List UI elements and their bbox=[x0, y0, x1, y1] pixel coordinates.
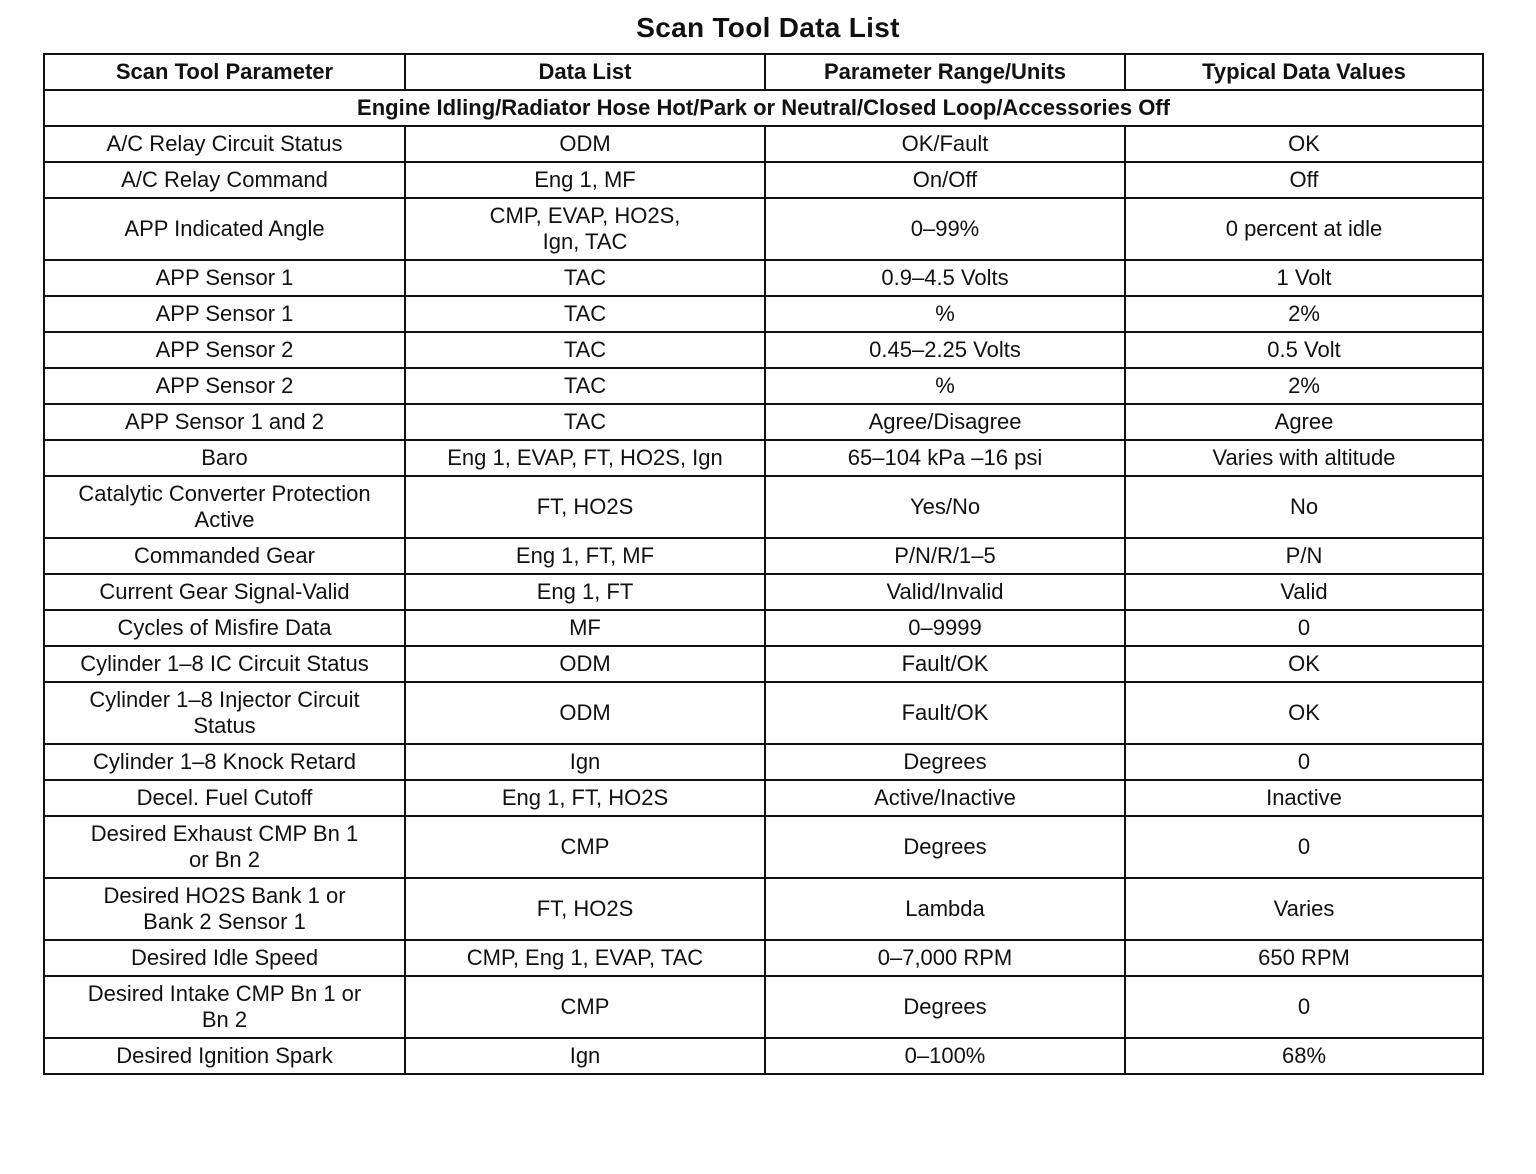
condition-row bbox=[44, 90, 1483, 126]
table-row bbox=[44, 296, 1483, 332]
cell-range-units: 0–7,000 RPM bbox=[765, 940, 1125, 976]
cell-typical-value: 0.5 Volt bbox=[1125, 332, 1483, 368]
cell-data-list: TAC bbox=[405, 332, 765, 368]
cell-data-list: Eng 1, EVAP, FT, HO2S, Ign bbox=[405, 440, 765, 476]
column-header-typical-values: Typical Data Values bbox=[1125, 54, 1483, 90]
cell-data-list: MF bbox=[405, 610, 765, 646]
cell-data-list: FT, HO2S bbox=[405, 878, 765, 940]
cell-range-units: Yes/No bbox=[765, 476, 1125, 538]
table-row bbox=[44, 1038, 1483, 1074]
cell-data-list: FT, HO2S bbox=[405, 476, 765, 538]
cell-data-list: TAC bbox=[405, 296, 765, 332]
cell-parameter: APP Sensor 1 bbox=[44, 296, 405, 332]
cell-range-units: Valid/Invalid bbox=[765, 574, 1125, 610]
cell-range-units: Fault/OK bbox=[765, 646, 1125, 682]
cell-parameter: Baro bbox=[44, 440, 405, 476]
cell-range-units: % bbox=[765, 368, 1125, 404]
cell-typical-value: 650 RPM bbox=[1125, 940, 1483, 976]
cell-range-units: Degrees bbox=[765, 744, 1125, 780]
cell-data-list: CMP, Eng 1, EVAP, TAC bbox=[405, 940, 765, 976]
table-row bbox=[44, 126, 1483, 162]
cell-range-units: 0.45–2.25 Volts bbox=[765, 332, 1125, 368]
cell-range-units: Degrees bbox=[765, 976, 1125, 1038]
table-row bbox=[44, 368, 1483, 404]
table-row bbox=[44, 332, 1483, 368]
cell-range-units: Agree/Disagree bbox=[765, 404, 1125, 440]
cell-typical-value: Off bbox=[1125, 162, 1483, 198]
cell-parameter: Desired Ignition Spark bbox=[44, 1038, 405, 1074]
cell-typical-value: 0 bbox=[1125, 610, 1483, 646]
cell-typical-value: OK bbox=[1125, 126, 1483, 162]
cell-range-units: 0–9999 bbox=[765, 610, 1125, 646]
cell-typical-value: 0 bbox=[1125, 816, 1483, 878]
cell-parameter: APP Indicated Angle bbox=[44, 198, 405, 260]
cell-data-list: CMP, EVAP, HO2S, Ign, TAC bbox=[405, 198, 765, 260]
column-header-range-units: Parameter Range/Units bbox=[765, 54, 1125, 90]
table-row bbox=[44, 476, 1483, 538]
cell-typical-value: 0 bbox=[1125, 976, 1483, 1038]
cell-range-units: OK/Fault bbox=[765, 126, 1125, 162]
cell-parameter: APP Sensor 1 and 2 bbox=[44, 404, 405, 440]
cell-data-list: Ign bbox=[405, 1038, 765, 1074]
table-row bbox=[44, 816, 1483, 878]
cell-data-list: Eng 1, FT bbox=[405, 574, 765, 610]
cell-range-units: 0–99% bbox=[765, 198, 1125, 260]
cell-range-units: 0–100% bbox=[765, 1038, 1125, 1074]
cell-parameter: APP Sensor 2 bbox=[44, 368, 405, 404]
cell-range-units: % bbox=[765, 296, 1125, 332]
cell-parameter: A/C Relay Command bbox=[44, 162, 405, 198]
cell-data-list: Eng 1, MF bbox=[405, 162, 765, 198]
cell-parameter: Current Gear Signal-Valid bbox=[44, 574, 405, 610]
cell-parameter: Desired HO2S Bank 1 or Bank 2 Sensor 1 bbox=[44, 878, 405, 940]
cell-typical-value: Varies with altitude bbox=[1125, 440, 1483, 476]
header-row bbox=[44, 54, 1483, 90]
cell-data-list: CMP bbox=[405, 816, 765, 878]
cell-typical-value: 0 bbox=[1125, 744, 1483, 780]
cell-data-list: TAC bbox=[405, 260, 765, 296]
table-row bbox=[44, 574, 1483, 610]
cell-parameter: Decel. Fuel Cutoff bbox=[44, 780, 405, 816]
cell-parameter: APP Sensor 2 bbox=[44, 332, 405, 368]
cell-parameter: Desired Idle Speed bbox=[44, 940, 405, 976]
scan-tool-data-table bbox=[43, 53, 1484, 1075]
condition-text: Engine Idling/Radiator Hose Hot/Park or Neutral/Closed Loop/Accessories Off bbox=[44, 90, 1483, 126]
cell-parameter: Desired Intake CMP Bn 1 or Bn 2 bbox=[44, 976, 405, 1038]
cell-typical-value: No bbox=[1125, 476, 1483, 538]
cell-data-list: ODM bbox=[405, 646, 765, 682]
table-row bbox=[44, 538, 1483, 574]
cell-parameter: Catalytic Converter Protection Active bbox=[44, 476, 405, 538]
cell-range-units: Active/Inactive bbox=[765, 780, 1125, 816]
table-row bbox=[44, 744, 1483, 780]
cell-parameter: Cylinder 1–8 IC Circuit Status bbox=[44, 646, 405, 682]
cell-typical-value: 68% bbox=[1125, 1038, 1483, 1074]
cell-typical-value: 2% bbox=[1125, 368, 1483, 404]
table-row bbox=[44, 162, 1483, 198]
table-row bbox=[44, 440, 1483, 476]
cell-data-list: ODM bbox=[405, 682, 765, 744]
table-row bbox=[44, 646, 1483, 682]
cell-typical-value: Varies bbox=[1125, 878, 1483, 940]
table-row bbox=[44, 198, 1483, 260]
cell-typical-value: P/N bbox=[1125, 538, 1483, 574]
cell-range-units: Fault/OK bbox=[765, 682, 1125, 744]
cell-typical-value: 0 percent at idle bbox=[1125, 198, 1483, 260]
cell-range-units: Lambda bbox=[765, 878, 1125, 940]
cell-parameter: APP Sensor 1 bbox=[44, 260, 405, 296]
cell-typical-value: Agree bbox=[1125, 404, 1483, 440]
cell-typical-value: 2% bbox=[1125, 296, 1483, 332]
column-header-parameter: Scan Tool Parameter bbox=[44, 54, 405, 90]
cell-data-list: TAC bbox=[405, 404, 765, 440]
cell-typical-value: Valid bbox=[1125, 574, 1483, 610]
cell-data-list: CMP bbox=[405, 976, 765, 1038]
cell-range-units: 65–104 kPa –16 psi bbox=[765, 440, 1125, 476]
cell-parameter: A/C Relay Circuit Status bbox=[44, 126, 405, 162]
cell-typical-value: 1 Volt bbox=[1125, 260, 1483, 296]
cell-data-list: Eng 1, FT, HO2S bbox=[405, 780, 765, 816]
cell-parameter: Cylinder 1–8 Knock Retard bbox=[44, 744, 405, 780]
cell-data-list: Ign bbox=[405, 744, 765, 780]
table-row bbox=[44, 940, 1483, 976]
table-row bbox=[44, 404, 1483, 440]
page-title: Scan Tool Data List bbox=[636, 12, 900, 43]
table-row bbox=[44, 878, 1483, 940]
cell-range-units: Degrees bbox=[765, 816, 1125, 878]
cell-typical-value: OK bbox=[1125, 646, 1483, 682]
column-header-data-list: Data List bbox=[405, 54, 765, 90]
table-row bbox=[44, 780, 1483, 816]
cell-data-list: ODM bbox=[405, 126, 765, 162]
table-row bbox=[44, 682, 1483, 744]
table-row bbox=[44, 260, 1483, 296]
cell-parameter: Commanded Gear bbox=[44, 538, 405, 574]
cell-parameter: Desired Exhaust CMP Bn 1 or Bn 2 bbox=[44, 816, 405, 878]
cell-parameter: Cylinder 1–8 Injector Circuit Status bbox=[44, 682, 405, 744]
cell-range-units: On/Off bbox=[765, 162, 1125, 198]
cell-typical-value: Inactive bbox=[1125, 780, 1483, 816]
table-row bbox=[44, 610, 1483, 646]
cell-parameter: Cycles of Misfire Data bbox=[44, 610, 405, 646]
cell-range-units: P/N/R/1–5 bbox=[765, 538, 1125, 574]
cell-typical-value: OK bbox=[1125, 682, 1483, 744]
cell-data-list: Eng 1, FT, MF bbox=[405, 538, 765, 574]
cell-range-units: 0.9–4.5 Volts bbox=[765, 260, 1125, 296]
table-row bbox=[44, 976, 1483, 1038]
cell-data-list: TAC bbox=[405, 368, 765, 404]
